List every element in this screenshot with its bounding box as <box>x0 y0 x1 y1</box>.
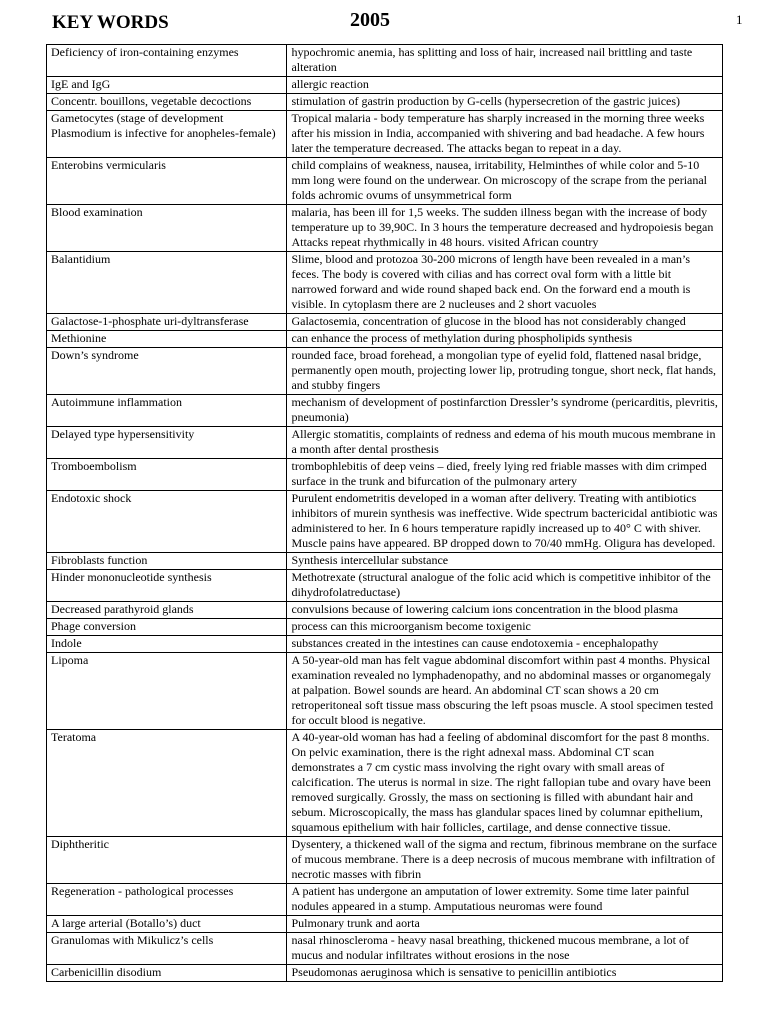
table-row <box>47 619 723 636</box>
term-cell: Granulomas with Mikulicz’s cells <box>47 933 287 965</box>
table-row <box>47 837 723 884</box>
term-cell: Balantidium <box>47 252 287 314</box>
description-cell: Purulent endometritis developed in a woman after delivery. Treating with antibiotics inhibitors of murein synthesis was ineffective. Wide spectrum bactericidal antibiotic was administered to her. In 6 hours temperature rapidly increased up to 40° C with shiver. Muscle pains have appeared. BP dropped down to 70/40 mmHg. Oligura has developed. <box>287 491 723 553</box>
table-row <box>47 636 723 653</box>
table-row <box>47 427 723 459</box>
table-row <box>47 331 723 348</box>
description-cell: Synthesis intercellular substance <box>287 553 723 570</box>
table-row <box>47 916 723 933</box>
table-row <box>47 314 723 331</box>
table-row <box>47 77 723 94</box>
description-cell: convulsions because of lowering calcium ions concentration in the blood plasma <box>287 602 723 619</box>
description-cell: rounded face, broad forehead, a mongolian type of eyelid fold, flattened nasal bridge, permanently open mouth, projecting lower lip, protruding tongue, short neck, flat hands, and stubby fingers <box>287 348 723 395</box>
description-cell: A 40-year-old woman has had a feeling of abdominal discomfort for the past 8 months. On pelvic examination, there is the right adnexal mass. Abdominal CT scan demonstrates a 7 cm cystic mass involving the right ovary with small areas of calcification. The uterus is normal in size. The right fallopian tube and ovary have been removed surgically. Grossly, the mass on sectioning is filled with abundant hair and sebum. Microscopically, the mass has glandular spaces lined by columnar epithelium, squamous epithelium with hair follicles, cartilage, and dense connective tissue. <box>287 730 723 837</box>
table-row <box>47 730 723 837</box>
table-row <box>47 653 723 730</box>
page-year: 2005 <box>350 9 390 31</box>
term-cell: IgE and IgG <box>47 77 287 94</box>
description-cell: hypochromic anemia, has splitting and loss of hair, increased nail brittling and taste alteration <box>287 45 723 77</box>
table-row <box>47 965 723 982</box>
page-number: 1 <box>736 12 743 27</box>
term-cell: Deficiency of iron-containing enzymes <box>47 45 287 77</box>
description-cell: child complains of weakness, nausea, irritability, Helminthes of while color and 5-10 mm long were found on the underwear. On microscopy of the scrape from the perianal folds achromic ovums of unsymmetrical form <box>287 158 723 205</box>
term-cell: Blood examination <box>47 205 287 252</box>
description-cell: substances created in the intestines can cause endotoxemia - encephalopathy <box>287 636 723 653</box>
term-cell: A large arterial (Botallo’s) duct <box>47 916 287 933</box>
table-row <box>47 111 723 158</box>
term-cell: Phage conversion <box>47 619 287 636</box>
description-cell: Methotrexate (structural analogue of the folic acid which is competitive inhibitor of the dihydrofolatreductase) <box>287 570 723 602</box>
term-cell: Decreased parathyroid glands <box>47 602 287 619</box>
description-cell: process can this microorganism become toxigenic <box>287 619 723 636</box>
term-cell: Indole <box>47 636 287 653</box>
table-row <box>47 491 723 553</box>
table-row <box>47 94 723 111</box>
description-cell: trombophlebitis of deep veins – died, freely lying red friable masses with dim crimped surface in the trunk and bifurcation of the pulmonary artery <box>287 459 723 491</box>
term-cell: Carbenicillin disodium <box>47 965 287 982</box>
table-row <box>47 252 723 314</box>
term-cell: Enterobins vermicularis <box>47 158 287 205</box>
table-row <box>47 158 723 205</box>
term-cell: Delayed type hypersensitivity <box>47 427 287 459</box>
description-cell: A patient has undergone an amputation of lower extremity. Some time later painful nodules appeared in a stump. Amputatious neuromas were found <box>287 884 723 916</box>
table-row <box>47 459 723 491</box>
table-row <box>47 933 723 965</box>
key-words-table <box>46 44 723 982</box>
term-cell: Regeneration - pathological processes <box>47 884 287 916</box>
table-row <box>47 570 723 602</box>
term-cell: Concentr. bouillons, vegetable decoctions <box>47 94 287 111</box>
table-row <box>47 884 723 916</box>
term-cell: Endotoxic shock <box>47 491 287 553</box>
term-cell: Hinder mononucleotide synthesis <box>47 570 287 602</box>
table-row <box>47 348 723 395</box>
page-title: KEY WORDS <box>52 12 169 33</box>
description-cell: Slime, blood and protozoa 30-200 microns of length have been revealed in a man’s feces. The body is covered with cilias and has correct oval form with a little bit narrowed forward and wide round shaped back end. On the forward end a mouth is visible. In cytoplasm there are 2 nucleuses and 2 short vacuoles <box>287 252 723 314</box>
description-cell: allergic reaction <box>287 77 723 94</box>
description-cell: Pulmonary trunk and aorta <box>287 916 723 933</box>
term-cell: Diphtheritic <box>47 837 287 884</box>
term-cell: Methionine <box>47 331 287 348</box>
term-cell: Tromboembolism <box>47 459 287 491</box>
table-row <box>47 395 723 427</box>
description-cell: nasal rhinoscleroma - heavy nasal breathing, thickened mucous membrane, a lot of mucus and nodular infiltrates without erosions in the nose <box>287 933 723 965</box>
term-cell: Autoimmune inflammation <box>47 395 287 427</box>
term-cell: Lipoma <box>47 653 287 730</box>
key-words-table-body <box>47 45 723 982</box>
description-cell: stimulation of gastrin production by G-cells (hypersecretion of the gastric juices) <box>287 94 723 111</box>
description-cell: malaria, has been ill for 1,5 weeks. The sudden illness began with the increase of body temperature up to 39,90C. In 3 hours the temperature decreased and hydropoiesis began Attacks repeat rhythmically in 48 hours. visited African country <box>287 205 723 252</box>
description-cell: Allergic stomatitis, complaints of redness and edema of his mouth mucous membrane in a month after dental prosthesis <box>287 427 723 459</box>
term-cell: Gametocytes (stage of development Plasmodium is infective for anopheles-female) <box>47 111 287 158</box>
term-cell: Fibroblasts function <box>47 553 287 570</box>
term-cell: Down’s syndrome <box>47 348 287 395</box>
table-row <box>47 45 723 77</box>
description-cell: Tropical malaria - body temperature has sharply increased in the morning three weeks after his mission in India, accompanied with shivering and bad headache. A few hours later the temperature decreased. The attacks began to repeat in a day. <box>287 111 723 158</box>
description-cell: mechanism of development of postinfarction Dressler’s syndrome (pericarditis, plevritis, pneumonia) <box>287 395 723 427</box>
description-cell: can enhance the process of methylation during phospholipids synthesis <box>287 331 723 348</box>
term-cell: Galactose-1-phosphate uri-dyltransferase <box>47 314 287 331</box>
description-cell: A 50-year-old man has felt vague abdominal discomfort within past 4 months. Physical examination revealed no lymphadenopathy, and no abdominal masses or organomegaly at palpation. Bowel sounds are heard. An abdominal CT scan shows a 20 cm retroperitoneal soft tissue mass obscuring the left psoas muscle. A stool specimen tested for occult blood is negative. <box>287 653 723 730</box>
table-row <box>47 205 723 252</box>
table-row <box>47 553 723 570</box>
description-cell: Pseudomonas aeruginosa which is sensative to penicillin antibiotics <box>287 965 723 982</box>
term-cell: Teratoma <box>47 730 287 837</box>
description-cell: Dysentery, a thickened wall of the sigma and rectum, fibrinous membrane on the surface of mucous membrane. There is a deep necrosis of mucous membrane with infiltration of necrotic masses with fibrin <box>287 837 723 884</box>
description-cell: Galactosemia, concentration of glucose in the blood has not considerably changed <box>287 314 723 331</box>
table-row <box>47 602 723 619</box>
